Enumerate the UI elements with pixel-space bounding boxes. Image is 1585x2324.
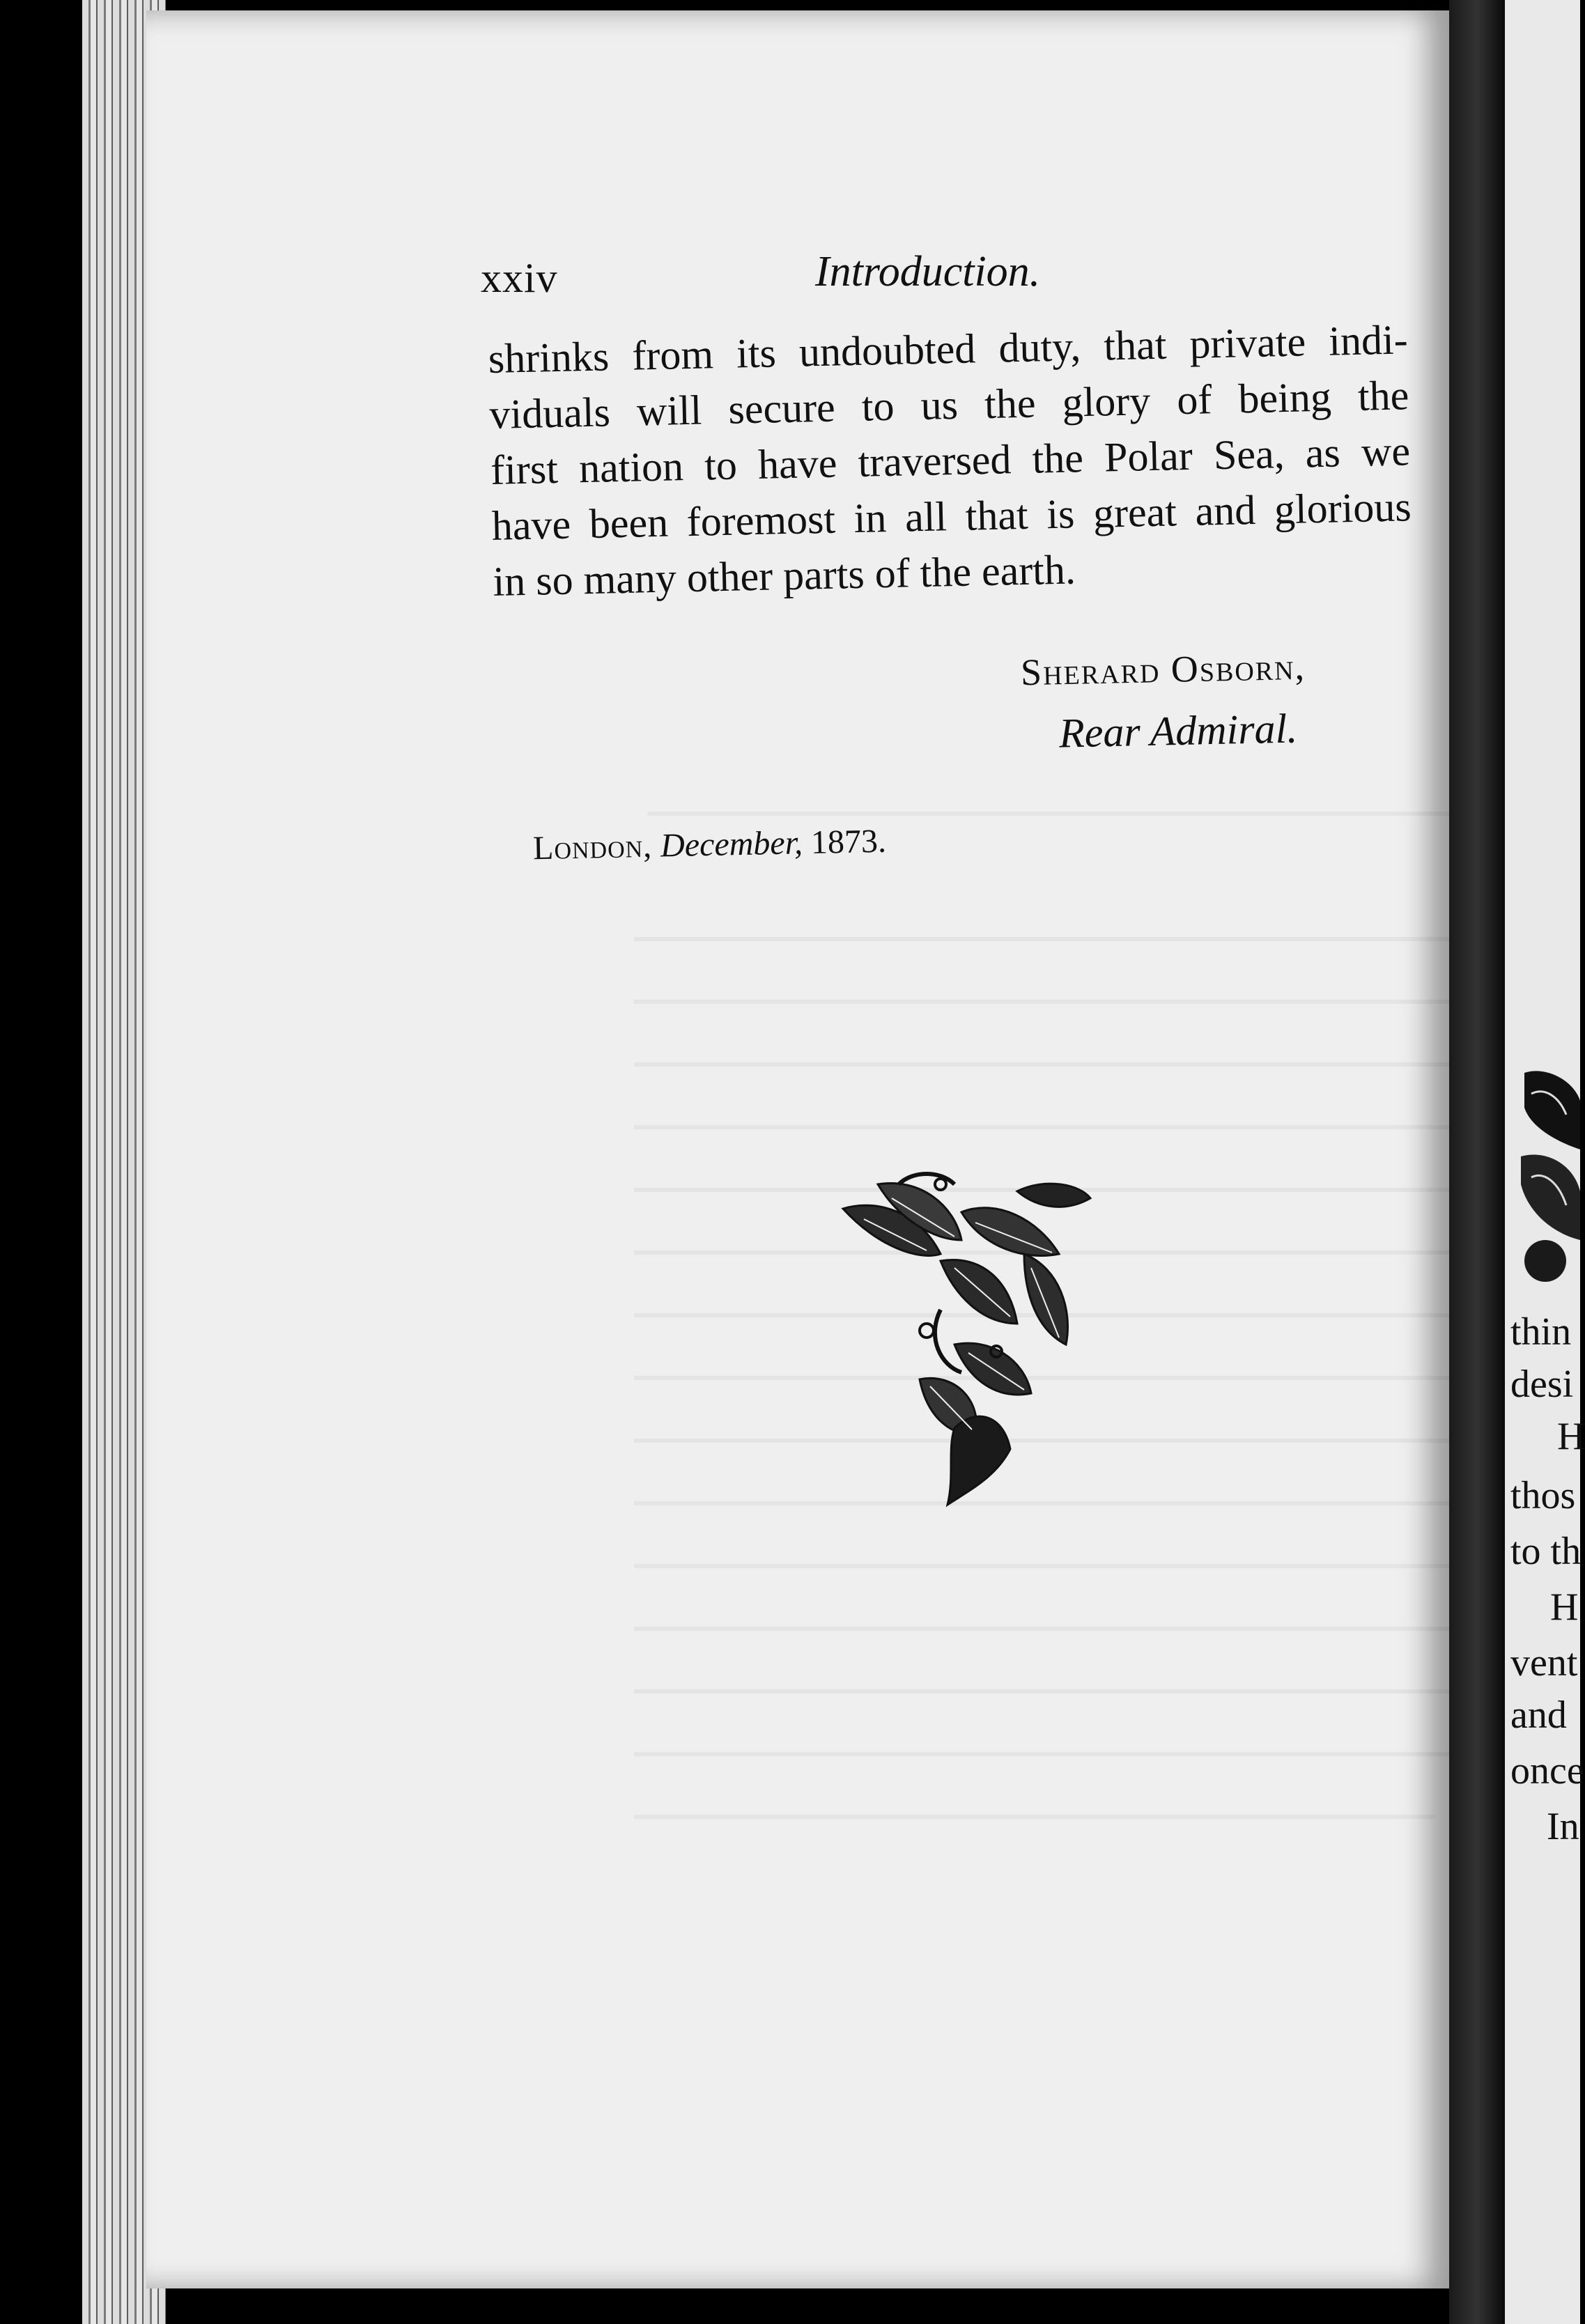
facing-text-fragment: H	[1557, 1415, 1585, 1458]
signature-name: Sherard Osborn,	[1020, 645, 1306, 694]
body-line: first nation to have traversed the Polar Sea, as we	[490, 428, 1411, 493]
signature-rank: Rear Admiral.	[1058, 705, 1298, 757]
facing-text-fragment: H	[1550, 1586, 1579, 1629]
facing-text-fragment: thin	[1510, 1310, 1572, 1354]
dateline-year: 1873.	[810, 822, 887, 861]
page-number: xxiv	[481, 255, 558, 301]
dateline	[532, 822, 886, 868]
facing-text-fragment: desi	[1510, 1363, 1574, 1406]
body-line: have been foremost in all that is great and glorious	[491, 483, 1412, 549]
facing-text-fragment: once	[1510, 1749, 1584, 1792]
running-head	[481, 247, 1407, 303]
dateline-place: London,	[532, 827, 653, 867]
body-line: in so many other parts of the earth.	[492, 546, 1076, 605]
body-paragraph	[488, 311, 1413, 610]
body-line: shrinks from its undoubted duty, that private indi-	[488, 316, 1409, 382]
dateline-month: December,	[660, 824, 803, 865]
running-title: Introduction.	[815, 248, 1041, 295]
ornamental-initial-icon	[1517, 1066, 1580, 1296]
facing-text-fragment: thos	[1510, 1474, 1576, 1517]
book-gutter	[1449, 0, 1505, 2324]
facing-text-fragment: and	[1510, 1694, 1567, 1737]
facing-text-fragment: to th	[1510, 1530, 1582, 1573]
facing-text-fragment: In	[1547, 1805, 1579, 1848]
leaf-ornament-icon	[836, 1170, 1094, 1505]
body-line: viduals will secure to us the glory of being the	[488, 372, 1409, 437]
facing-text-fragment: vent	[1510, 1641, 1578, 1684]
